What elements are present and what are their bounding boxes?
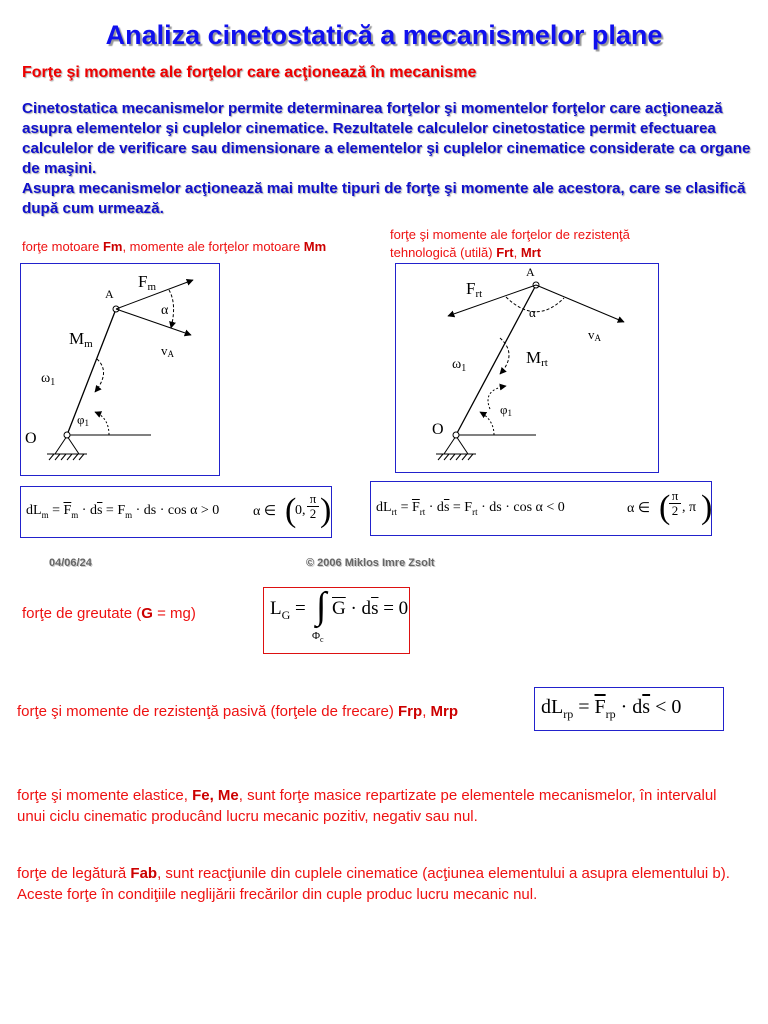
alpha-arc <box>169 290 174 328</box>
motor-work-formula: $dL_m = \overline{F}_m \cdot d\overline{s} = F_m$ · ds · cos α > 0 α ∈ ( 0, π 2 ) <box>20 486 332 538</box>
elastic-forces-text: forţe şi momente elastice, Fe, Me, sunt forţe masice repartizate pe elementele mecanismelor, în intervalul unui ciclu cinematic producând lucru mecanic pozitiv, negativ sau nul. <box>17 787 717 825</box>
fixed-support <box>444 436 468 454</box>
motor-mechanism-svg <box>21 264 219 475</box>
frp-label: Frp <box>398 703 423 720</box>
fab-label: Fab <box>130 865 158 882</box>
label-alpha: α <box>161 303 169 318</box>
label-moment: Mrt <box>526 348 548 369</box>
footer-copyright: © 2006 Miklos Imre Zsolt <box>306 557 435 569</box>
motor-forces-caption: forţe motoare Fm, momente ale forţelor motoare Mm <box>22 239 327 254</box>
motor-mechanism-diagram <box>20 263 220 476</box>
link-forces-text: forţe de legătură Fab, sunt reacţiunile din cuplele cinematice (acţiunea elementului a asupra elementului b). Aceste forţe în condiţiile neglijării frecărilor din cuple produc lucru mecanic nul. <box>17 865 730 903</box>
joint-o <box>64 432 70 438</box>
ground-hatch <box>438 454 473 460</box>
g-label: G <box>141 605 153 622</box>
phi-arc <box>480 412 494 435</box>
mm-label: Mm <box>303 239 327 254</box>
label-omega: $\omega_1$ <box>452 357 467 374</box>
label-force: Frt <box>466 279 483 300</box>
footer-date: 04/06/24 <box>49 557 92 569</box>
label-moment: Mm <box>69 329 93 350</box>
label-a: A <box>105 287 114 301</box>
label-phi: φ1 <box>500 402 513 418</box>
intro-text <box>22 99 752 219</box>
label-omega: $\omega_1$ <box>41 371 56 388</box>
label-force: Fm <box>138 272 157 293</box>
page-title: Analiza cinetostatică a mecanismelor plane <box>105 20 663 50</box>
passive-forces-caption: forţe şi momente de rezistenţă pasivă (forţele de frecare) Frp, Mrp <box>17 703 459 720</box>
phi-arc <box>95 412 109 435</box>
label-alpha: α <box>529 305 536 320</box>
label-phi: φ1 <box>77 412 90 428</box>
intro-paragraph-2: Asupra mecanismelor acţionează mai multe tipuri de forţe şi momente ale acestora, care se clasifică după cum urmează. <box>22 180 746 217</box>
gravity-caption: forţe de greutate (G = mg) <box>22 605 196 622</box>
gravity-work-formula: $L_G$ = ∫ $\Phi_c$ $\overline{G} \cdot d\overline{s} = 0$ <box>263 587 410 654</box>
resistance-work-formula: $dL_{rt} = \overline{F}_{rt} \cdot d\overline{s} = F_{rt}$ · ds · cos α < 0 α ∈ ( π 2 , π ) <box>370 481 712 536</box>
intro-paragraph-1: Cinetostatica mecanismelor permite determinarea forţelor şi momentelor forţelor care acţionează asupra elementelor şi cuplelor cinematice. Rezultatele calculelor cinetostatice permit efectuarea calculelor de verificare sau dimensionare a elementelor şi cuplelor cinematice considerate ca organe de maşini. <box>22 100 751 177</box>
joint-o <box>453 432 459 438</box>
velocity-arrow <box>116 309 191 335</box>
label-a: A <box>526 265 535 279</box>
frt-label: Frt <box>496 245 514 260</box>
crank-link <box>67 309 116 435</box>
label-o: O <box>432 421 444 438</box>
passive-work-formula: $dL_{rp} = \overline{F}_{rp} \cdot d\overline{s} < 0$ <box>534 687 724 731</box>
resistance-mechanism-diagram <box>395 263 659 473</box>
fe-me-label: Fe, Me <box>192 787 239 804</box>
label-velocity: vA <box>161 343 174 359</box>
moment-arc <box>500 338 509 374</box>
mrt-label: Mrt <box>520 245 542 260</box>
label-o: O <box>25 430 37 447</box>
mrp-label: Mrp <box>430 703 459 720</box>
resistance-forces-caption: forţe şi momente ale forţelor de rezistenţă tehnologică (utilă) Frt, Mrt <box>390 227 630 260</box>
fm-label: Fm <box>102 239 123 254</box>
moment-arc <box>95 359 104 392</box>
label-velocity: vA <box>588 327 601 343</box>
fixed-support <box>55 436 79 454</box>
resistance-mechanism-svg <box>396 264 658 472</box>
section-subtitle: Forţe şi momente ale forţelor care acţionează în mecanisme <box>22 64 477 81</box>
force-arrow <box>448 285 536 316</box>
velocity-arrow <box>536 285 624 322</box>
ground-hatch <box>49 454 84 460</box>
crank-link <box>456 285 536 435</box>
